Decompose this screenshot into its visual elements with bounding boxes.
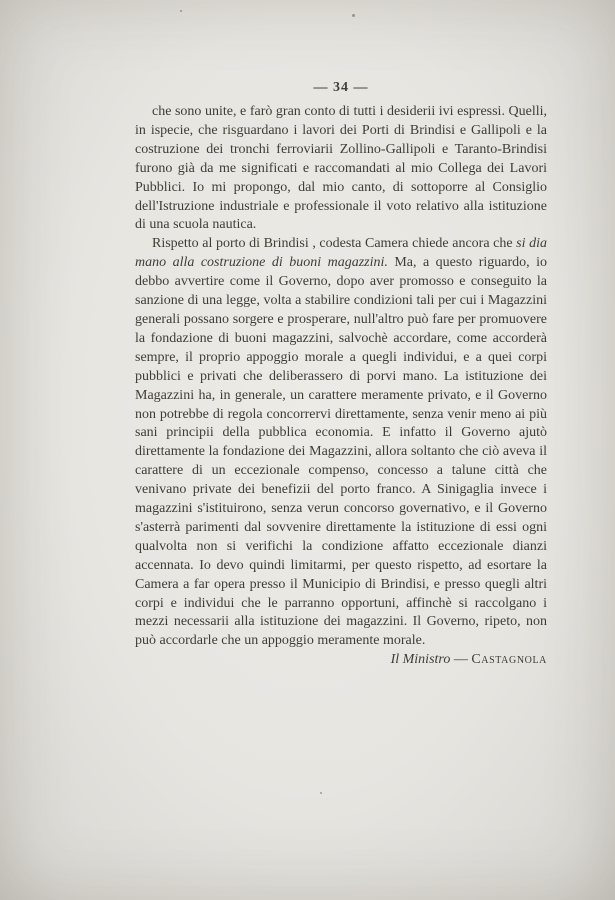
paragraph-text: Ma, a questo riguardo, io debbo avvertire come il Governo, dopo aver promosso e conseguito la sanzione di una legge, volta a stabilire condizioni tali per cui i Magazzini generali possano sorgere e prosperare, null'altro può fare per promuovere la fondazione di buoni magazzini, salvochè accordare, come accorderà sempre, il proprio appoggio morale a quegli individui, e a quei corpi pubblici e privati che deliberassero di porvi mano. La istituzione dei Magazzini ha, in generale, un carattere meramente privato, e il Governo non potrebbe di regola concorrervi direttamente, senza venir meno ai più sani principii della pubblica economia. E infatto il Governo ajutò direttamente la fondazione dei Magazzini, allora soltanto che ciò aveva il carattere di un eccezionale compenso, concesso a talune città che venivano private dei benefizii del porto franco. A Sinigaglia invece i magazzini s'istituirono, senza verun concorso governativo, e il Governo s'asterrà parimenti dal sovvenire direttamente la istituzione di essi ogni qualvolta non si verifichi la condizione affatto eccezionale dianzi accennata. Io devo quindi limitarmi, per questo rispetto, ad esortare la Camera a far opera presso il Municipio di Brindisi, e presso quegli altri corpi e individui che le parranno opportuni, affinchè si raccolgano i mezzi necessarii alla istituzione dei magazzini. Il Governo, ripeto, non può accordarle che un appoggio meramente morale.	[135, 255, 547, 649]
body-text	[135, 103, 547, 670]
scan-speck	[352, 14, 355, 17]
paragraph-text: Rispetto al porto di Brindisi , codesta Camera chiede ancora che	[152, 236, 517, 252]
paragraph-emphasis-text: si dia mano alla costruzione di buoni magazzini.	[135, 236, 547, 271]
scan-speck	[320, 792, 322, 794]
paragraph	[135, 103, 547, 235]
signature-name: Castagnola	[471, 652, 547, 668]
signature-role: Il Ministro	[390, 652, 451, 668]
signature	[374, 651, 547, 670]
paragraph-text: che sono unite, e farò gran conto di tutti i desiderii ivi espressi. Quelli, in ispecie, che risguardano i lavori dei Porti di Brindisi e Gallipoli e la costruzione dei tronchi ferroviarii Zollino-Gallipoli e Taranto-Brindisi furono già da me significati e raccomandati al mio Collega dei Lavori Pubblici. Io mi propongo, dal mio canto, di sottoporre al Consiglio dell'Istruzione industriale e professionale il voto relativo alla istituzione di una scuola nautica.	[135, 104, 547, 233]
paragraph	[135, 235, 547, 668]
scan-speck	[180, 10, 182, 12]
signature-separator: —	[450, 652, 472, 668]
page-number: — 34 —	[313, 80, 369, 95]
